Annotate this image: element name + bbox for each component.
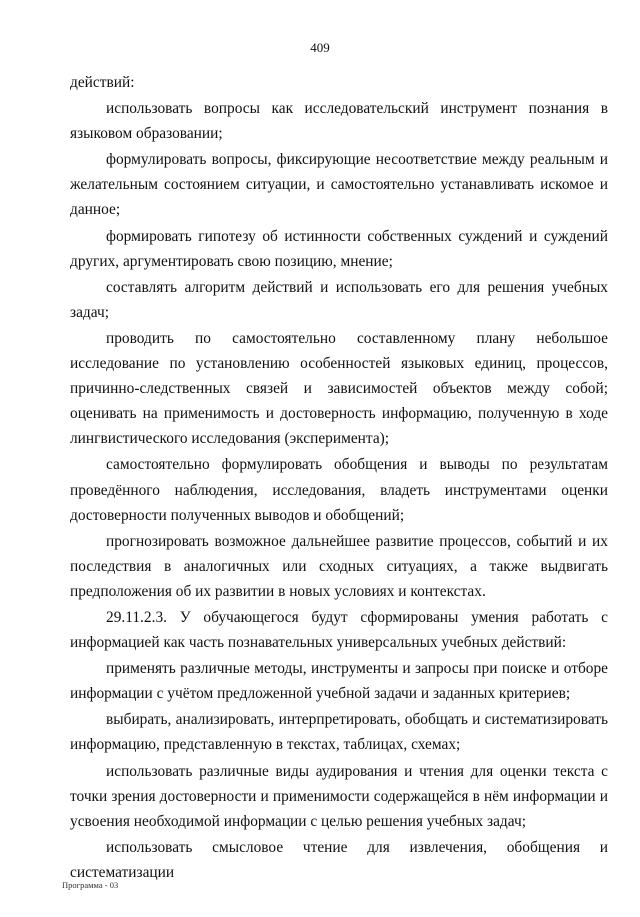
paragraph: применять различные методы, инструменты и запросы при поиске и отборе информации с учётом предложенной учебной задачи и заданных критериев; bbox=[70, 660, 608, 703]
paragraph: использовать смысловое чтение для извлечения, обобщения и систематизации bbox=[70, 838, 608, 881]
paragraph: проводить по самостоятельно составленному плану небольшое исследование по установлению особенностей языковых единиц, процессов, причинно-следственных связей и зависимостей объектов между собой; оценивать на применимость и достоверность информацию, полученную в ходе лингвистического исследования (эксперимента); bbox=[70, 329, 608, 448]
page-number: 409 bbox=[310, 40, 330, 55]
paragraph: самостоятельно формулировать обобщения и выводы по результатам проведённого наблюдения, исследования, владеть инструментами оценки достоверности полученных выводов и обобщений; bbox=[70, 456, 608, 524]
paragraph: формулировать вопросы, фиксирующие несоответствие между реальным и желательным состоянием ситуации, и самостоятельно устанавливать искомое и данное; bbox=[70, 151, 608, 219]
paragraph: прогнозировать возможное дальнейшее развитие процессов, событий и их последствия в аналогичных или сходных ситуациях, а также выдвигать предположения об их развитии в новых условиях и контекстах. bbox=[70, 532, 608, 600]
paragraph: формировать гипотезу об истинности собственных суждений и суждений других, аргументировать свою позицию, мнение; bbox=[70, 227, 608, 270]
document-body bbox=[70, 70, 608, 886]
section-paragraph: 29.11.2.3. У обучающегося будут сформированы умения работать с информацией как часть познавательных универсальных учебных действий: bbox=[70, 608, 608, 652]
paragraph-continuation: действий: bbox=[70, 74, 135, 91]
paragraph: использовать вопросы как исследовательский инструмент познания в языковом образовании; bbox=[70, 100, 608, 143]
paragraph: составлять алгоритм действий и использовать его для решения учебных задач; bbox=[70, 278, 608, 321]
paragraph: использовать различные виды аудирования и чтения для оценки текста с точки зрения достоверности и применимости содержащейся в нём информации и усвоения необходимой информации с целью решения учебных задач; bbox=[70, 762, 608, 830]
paragraph: выбирать, анализировать, интерпретировать, обобщать и систематизировать информацию, представленную в текстах, таблицах, схемах; bbox=[70, 711, 608, 754]
page-footer: Программа - 03 bbox=[62, 880, 119, 890]
